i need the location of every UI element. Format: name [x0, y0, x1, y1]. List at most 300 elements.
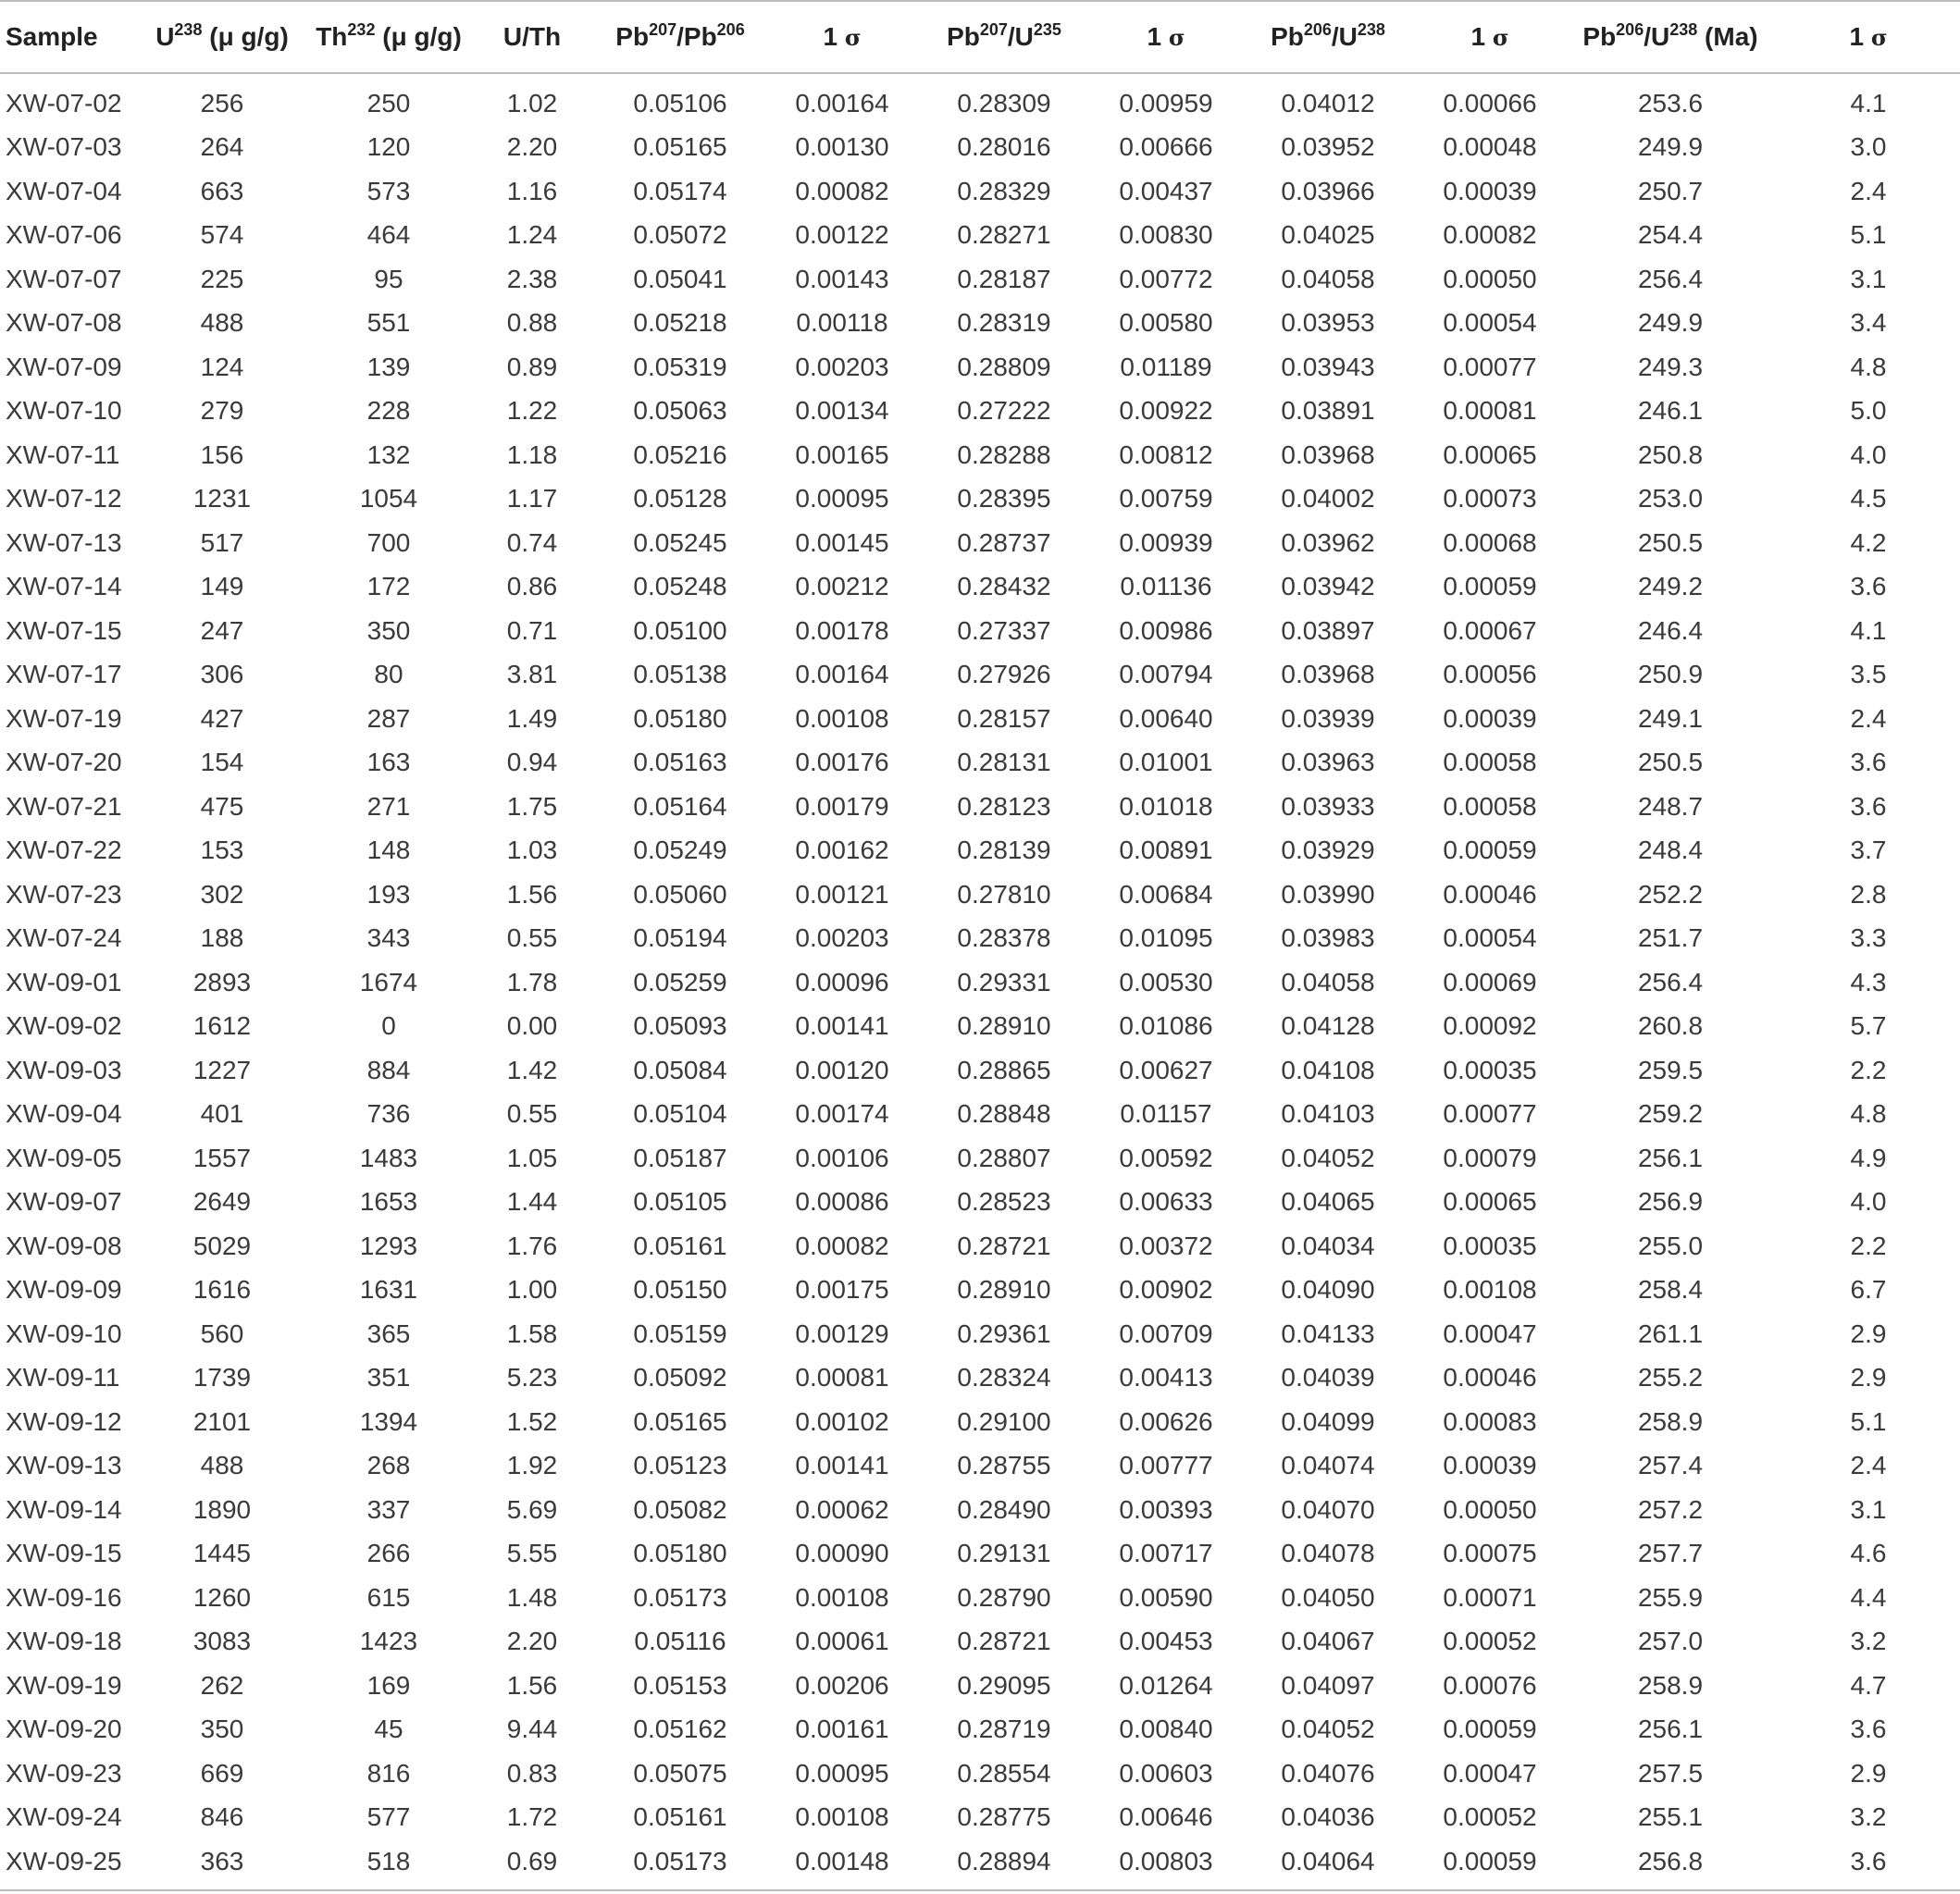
- cell-sigma-1: 0.00165: [795, 439, 889, 469]
- cell-pb206-u238: 0.04076: [1281, 1758, 1375, 1788]
- cell-sigma-3: 0.00068: [1443, 527, 1537, 557]
- header-sup: 207: [979, 20, 1008, 39]
- cell-u-th-ratio: 3.81: [506, 660, 558, 689]
- cell-sigma-1: 0.00121: [795, 879, 889, 909]
- cell-u-th-ratio: 1.56: [506, 1670, 558, 1700]
- cell-sample: XW-09-23: [6, 1758, 122, 1788]
- cell-u238: 1739: [192, 1363, 252, 1393]
- cell-sigma-1: 0.00095: [795, 484, 889, 514]
- cell-sigma-3: 0.00046: [1443, 879, 1537, 909]
- header-sup: 206: [1303, 20, 1332, 39]
- header-rest: /U: [1007, 22, 1034, 51]
- cell-pb207-pb206: 0.05106: [633, 88, 727, 118]
- cell-th232: 343: [366, 923, 411, 953]
- cell-sigma-3: 0.00083: [1443, 1406, 1537, 1436]
- cell-u238: 154: [200, 748, 244, 777]
- cell-sigma-1: 0.00203: [795, 923, 889, 953]
- cell-pb206-u238-age: 255.1: [1637, 1802, 1704, 1832]
- column-header-sigma-4: [1777, 1, 1960, 73]
- cell-pb207-pb206: 0.05174: [633, 176, 727, 205]
- cell-th232: 0: [381, 1011, 396, 1041]
- cell-pb206-u238: 0.03891: [1281, 396, 1375, 426]
- cell-sigma-4: 3.6: [1850, 791, 1887, 821]
- cell-u-th-ratio: 1.92: [506, 1451, 558, 1480]
- table-row: [0, 169, 1960, 214]
- cell-sigma-1: 0.00141: [795, 1451, 889, 1480]
- cell-sigma-1: 0.00174: [795, 1099, 889, 1129]
- cell-pb206-u238-age: 259.5: [1637, 1055, 1704, 1084]
- cell-pb206-u238: 0.03942: [1281, 572, 1375, 601]
- cell-u-th-ratio: 2.38: [506, 264, 558, 293]
- cell-pb206-u238-age: 257.7: [1637, 1539, 1704, 1568]
- cell-pb207-u235: 0.28807: [957, 1143, 1051, 1172]
- cell-sigma-3: 0.00071: [1443, 1582, 1537, 1612]
- cell-u-th-ratio: 1.24: [506, 220, 558, 250]
- cell-sigma-1: 0.00108: [795, 1802, 889, 1832]
- cell-sigma-3: 0.00065: [1443, 1187, 1537, 1217]
- header-sup2: 238: [1357, 20, 1385, 39]
- cell-pb207-pb206: 0.05153: [633, 1670, 727, 1700]
- table-row: [0, 1488, 1960, 1532]
- cell-pb206-u238-age: 249.9: [1637, 132, 1704, 162]
- cell-u-th-ratio: 5.23: [506, 1363, 558, 1393]
- cell-pb206-u238: 0.03983: [1281, 923, 1375, 953]
- column-header-u238: [139, 1, 305, 73]
- cell-sigma-1: 0.00108: [795, 1582, 889, 1612]
- cell-pb207-pb206: 0.05100: [633, 615, 727, 645]
- cell-pb206-u238: 0.03929: [1281, 836, 1375, 865]
- cell-sigma-4: 2.9: [1850, 1363, 1887, 1393]
- header-sigma: σ: [1870, 24, 1888, 51]
- cell-pb206-u238: 0.04025: [1281, 220, 1375, 250]
- cell-sigma-2: 0.00627: [1119, 1055, 1213, 1084]
- cell-th232: 268: [366, 1451, 411, 1480]
- cell-sigma-3: 0.00052: [1443, 1627, 1537, 1656]
- header-base: Pb: [947, 22, 980, 51]
- table-body: [0, 73, 1960, 1890]
- cell-sigma-1: 0.00178: [795, 615, 889, 645]
- cell-pb207-u235: 0.28324: [957, 1363, 1051, 1393]
- cell-u238: 188: [200, 923, 244, 953]
- cell-sigma-4: 3.6: [1850, 572, 1887, 601]
- cell-sample: XW-09-15: [6, 1539, 122, 1568]
- cell-pb207-u235: 0.28910: [957, 1275, 1051, 1305]
- header-sup: 232: [347, 20, 376, 39]
- header-base: Pb: [1271, 22, 1304, 51]
- cell-pb207-u235: 0.28894: [916, 1839, 1092, 1890]
- cell-pb207-u235: 0.27810: [957, 879, 1051, 909]
- cell-u238: 574: [200, 220, 244, 250]
- cell-pb206-u238: 0.04039: [1281, 1363, 1375, 1393]
- cell-pb207-pb206: 0.05165: [633, 132, 727, 162]
- column-header-sigma-3: [1416, 1, 1564, 73]
- cell-sigma-2: 0.00437: [1119, 176, 1213, 205]
- table-row: [0, 829, 1960, 873]
- cell-sample: XW-09-16: [6, 1582, 122, 1612]
- table-row: [0, 1312, 1960, 1356]
- cell-pb207-pb206: 0.05104: [633, 1099, 727, 1129]
- cell-sample: XW-09-18: [6, 1627, 122, 1656]
- cell-sigma-1: 0.00206: [795, 1670, 889, 1700]
- cell-sigma-2: 0.01001: [1119, 748, 1213, 777]
- table-row: [0, 1576, 1960, 1620]
- cell-u-th-ratio: 1.42: [506, 1055, 558, 1084]
- cell-pb206-u238-age: 258.9: [1637, 1406, 1704, 1436]
- cell-u-th-ratio: 5.69: [506, 1494, 558, 1524]
- cell-sigma-4: 4.9: [1850, 1143, 1887, 1172]
- cell-pb207-u235: 0.29331: [957, 967, 1051, 997]
- cell-u-th-ratio: 1.76: [506, 1231, 558, 1260]
- cell-u238: 306: [200, 660, 244, 689]
- cell-sigma-1: 0.00175: [795, 1275, 889, 1305]
- cell-th232: 266: [366, 1539, 411, 1568]
- cell-sigma-1: 0.00143: [795, 264, 889, 293]
- cell-sigma-4: 3.7: [1850, 836, 1887, 865]
- cell-sigma-2: 0.00684: [1119, 879, 1213, 909]
- cell-pb207-u235: 0.28490: [957, 1494, 1051, 1524]
- cell-sigma-1: 0.00161: [795, 1715, 889, 1744]
- cell-sample: XW-09-08: [6, 1231, 122, 1260]
- cell-sample: XW-09-12: [6, 1406, 122, 1436]
- cell-sigma-4: 4.0: [1850, 439, 1887, 469]
- cell-u238: 124: [200, 352, 244, 381]
- cell-sigma-1: 0.00212: [795, 572, 889, 601]
- table-row: [0, 1224, 1960, 1269]
- cell-pb207-pb206: 0.05163: [633, 748, 727, 777]
- cell-pb207-pb206: 0.05123: [633, 1451, 727, 1480]
- cell-th232: 1653: [359, 1187, 418, 1217]
- cell-sigma-3: 0.00066: [1443, 88, 1537, 118]
- cell-sample: XW-07-10: [6, 396, 122, 426]
- cell-pb207-u235: 0.28157: [957, 703, 1051, 733]
- cell-sigma-2: 0.01157: [1120, 1099, 1212, 1129]
- cell-pb206-u238-age: 256.4: [1637, 967, 1704, 997]
- cell-sigma-4: 2.4: [1850, 1451, 1887, 1480]
- cell-u238: 560: [200, 1318, 244, 1348]
- table-row: [0, 257, 1960, 302]
- header-base: 1: [1849, 22, 1871, 51]
- cell-th232: 350: [366, 615, 411, 645]
- cell-pb207-u235: 0.28432: [957, 572, 1051, 601]
- cell-pb206-u238: 0.04002: [1281, 484, 1375, 514]
- cell-sigma-3: 0.00069: [1443, 967, 1537, 997]
- cell-pb207-u235: 0.28187: [957, 264, 1051, 293]
- cell-sigma-2: 0.01095: [1119, 923, 1213, 953]
- header-base: U/Th: [502, 22, 562, 51]
- cell-th232: 172: [366, 572, 411, 601]
- cell-u-th-ratio: 1.17: [506, 484, 558, 514]
- cell-pb207-u235: 0.29095: [957, 1670, 1051, 1700]
- cell-sigma-2: 0.00939: [1119, 527, 1213, 557]
- cell-u-th-ratio: 1.58: [506, 1318, 558, 1348]
- cell-sample: XW-09-20: [6, 1715, 122, 1744]
- header-base: Th: [316, 22, 348, 51]
- table-row: [0, 1620, 1960, 1665]
- cell-pb207-pb206: 0.05165: [633, 1406, 727, 1436]
- cell-th232: 148: [366, 836, 411, 865]
- cell-pb206-u238: 0.03943: [1281, 352, 1375, 381]
- cell-sigma-2: 0.00902: [1119, 1275, 1213, 1305]
- cell-sigma-2: 0.00666: [1119, 132, 1213, 162]
- cell-sigma-1: 0.00096: [795, 967, 889, 997]
- cell-th232: 1483: [359, 1143, 418, 1172]
- table-row: [0, 521, 1960, 565]
- cell-pb207-u235: 0.28755: [957, 1451, 1051, 1480]
- cell-sample: XW-09-10: [6, 1318, 122, 1348]
- cell-sigma-1: 0.00086: [795, 1187, 889, 1217]
- cell-pb207-pb206: 0.05218: [633, 308, 727, 338]
- cell-pb207-pb206: 0.05041: [633, 264, 727, 293]
- cell-th232: 163: [366, 748, 411, 777]
- cell-u-th-ratio: 1.03: [506, 836, 558, 865]
- cell-sigma-4: 3.2: [1850, 1627, 1887, 1656]
- cell-sigma-1: 0.00122: [795, 220, 889, 250]
- cell-th232: 518: [305, 1839, 472, 1890]
- cell-pb207-u235: 0.28721: [957, 1627, 1051, 1656]
- cell-pb206-u238-age: 258.4: [1637, 1275, 1704, 1305]
- cell-sigma-2: 0.00986: [1119, 615, 1213, 645]
- cell-pb206-u238-age: 250.5: [1637, 748, 1704, 777]
- cell-pb206-u238-age: 249.9: [1637, 308, 1704, 338]
- cell-sigma-3: 0.00047: [1443, 1318, 1537, 1348]
- header-base: Pb: [1582, 22, 1617, 51]
- cell-sigma-2: 0.00633: [1119, 1187, 1213, 1217]
- cell-th232: 816: [366, 1758, 411, 1788]
- cell-sigma-3: 0.00039: [1443, 1451, 1537, 1480]
- cell-sigma-3: 0.00056: [1443, 660, 1537, 689]
- cell-u238: 1890: [192, 1494, 252, 1524]
- cell-pb207-u235: 0.28775: [957, 1802, 1051, 1832]
- cell-sample: XW-09-02: [6, 1011, 122, 1041]
- cell-sigma-3: 0.00039: [1443, 703, 1537, 733]
- cell-sample: XW-09-01: [6, 967, 122, 997]
- header-base: 1: [1470, 22, 1493, 51]
- cell-pb207-u235: 0.29131: [957, 1539, 1051, 1568]
- column-header-pb206-u238-age: [1564, 1, 1777, 73]
- cell-sigma-3: 0.00052: [1443, 1802, 1537, 1832]
- column-header-pb207-pb206: [592, 1, 768, 73]
- cell-sigma-1: 0.00095: [795, 1758, 889, 1788]
- cell-sigma-2: 0.00794: [1119, 660, 1213, 689]
- table-row: [0, 1136, 1960, 1181]
- cell-sigma-4: 5.1: [1850, 220, 1887, 250]
- cell-sample: XW-07-12: [6, 484, 122, 514]
- cell-sigma-1: 0.00145: [795, 527, 889, 557]
- cell-sigma-3: 0.00054: [1443, 923, 1537, 953]
- cell-sigma-1: 0.00129: [795, 1318, 889, 1348]
- cell-sigma-3: 0.00058: [1443, 748, 1537, 777]
- cell-pb207-pb206: 0.05161: [633, 1802, 727, 1832]
- cell-pb206-u238: 0.03933: [1281, 791, 1375, 821]
- cell-pb207-pb206: 0.05161: [633, 1231, 727, 1260]
- cell-u238: 663: [200, 176, 244, 205]
- cell-th232: 120: [366, 132, 411, 162]
- cell-pb206-u238-age: 257.0: [1637, 1627, 1704, 1656]
- cell-u-th-ratio: 9.44: [506, 1715, 558, 1744]
- cell-sample: XW-09-05: [6, 1143, 122, 1172]
- cell-sigma-4: 4.8: [1850, 1099, 1887, 1129]
- cell-pb206-u238: 0.03953: [1281, 308, 1375, 338]
- cell-th232: 884: [366, 1055, 411, 1084]
- column-header-pb206-u238: [1240, 1, 1416, 73]
- cell-sigma-2: 0.00759: [1119, 484, 1213, 514]
- cell-pb207-pb206: 0.05248: [633, 572, 727, 601]
- cell-pb207-u235: 0.28809: [957, 352, 1051, 381]
- table-header: [0, 1, 1960, 73]
- table-row: [0, 1048, 1960, 1093]
- cell-pb207-u235: 0.28910: [957, 1011, 1051, 1041]
- table-row: [0, 345, 1960, 390]
- cell-u-th-ratio: 1.72: [506, 1802, 558, 1832]
- cell-pb206-u238: 0.03963: [1281, 748, 1375, 777]
- cell-u238: 1557: [192, 1143, 252, 1172]
- cell-u-th-ratio: 1.56: [506, 879, 558, 909]
- cell-u238: 153: [200, 836, 244, 865]
- cell-pb207-u235: 0.28790: [957, 1582, 1051, 1612]
- cell-sample: XW-07-09: [6, 352, 122, 381]
- cell-u238: 350: [200, 1715, 244, 1744]
- cell-sigma-2: 0.00772: [1119, 264, 1213, 293]
- cell-sigma-4: 2.4: [1850, 176, 1887, 205]
- cell-th232: 1631: [359, 1275, 418, 1305]
- cell-u238: 1616: [192, 1275, 252, 1305]
- cell-u238: 302: [200, 879, 244, 909]
- cell-sigma-4: 4.5: [1850, 484, 1887, 514]
- cell-pb207-u235: 0.28016: [957, 132, 1051, 162]
- cell-pb206-u238: 0.04099: [1281, 1406, 1375, 1436]
- cell-u-th-ratio: 0.69: [472, 1839, 592, 1890]
- cell-pb206-u238-age: 256.9: [1637, 1187, 1704, 1217]
- cell-sample: XW-07-21: [6, 791, 122, 821]
- cell-sigma-3: 0.00054: [1443, 308, 1537, 338]
- header-sup2: 206: [716, 20, 745, 39]
- cell-pb207-u235: 0.28139: [957, 836, 1051, 865]
- cell-pb206-u238-age: 255.9: [1637, 1582, 1704, 1612]
- cell-u238: 363: [139, 1839, 305, 1890]
- cell-pb207-pb206: 0.05245: [633, 527, 727, 557]
- cell-sample: XW-07-08: [6, 308, 122, 338]
- cell-pb206-u238-age: 246.1: [1637, 396, 1704, 426]
- cell-pb206-u238-age: 250.8: [1637, 439, 1704, 469]
- cell-th232: 271: [366, 791, 411, 821]
- cell-pb207-pb206: 0.05084: [633, 1055, 727, 1084]
- cell-u-th-ratio: 0.00: [506, 1011, 558, 1041]
- cell-sigma-3: 0.00065: [1443, 439, 1537, 469]
- cell-sigma-3: 0.00050: [1443, 1494, 1537, 1524]
- table-row: [0, 126, 1960, 170]
- cell-th232: 139: [366, 352, 411, 381]
- cell-sample: XW-09-13: [6, 1451, 122, 1480]
- table-row: [0, 1532, 1960, 1577]
- cell-sigma-1: 0.00062: [795, 1494, 889, 1524]
- cell-th232: 1394: [359, 1406, 418, 1436]
- cell-sigma-4: 3.2: [1850, 1802, 1887, 1832]
- cell-sample: XW-07-14: [6, 572, 122, 601]
- cell-pb207-u235: 0.27926: [957, 660, 1051, 689]
- table-row: [0, 477, 1960, 522]
- cell-sigma-4: 3.1: [1850, 1494, 1887, 1524]
- cell-th232: 573: [366, 176, 411, 205]
- cell-th232: 351: [366, 1363, 411, 1393]
- cell-u238: 488: [200, 1451, 244, 1480]
- cell-sample: XW-07-24: [6, 923, 122, 953]
- cell-sample: XW-07-20: [6, 748, 122, 777]
- cell-sigma-1: 0.00120: [795, 1055, 889, 1084]
- cell-sigma-4: 5.0: [1850, 396, 1887, 426]
- cell-sigma-4: 3.6: [1850, 748, 1887, 777]
- cell-sigma-4: 2.9: [1850, 1318, 1887, 1348]
- cell-sigma-3: 0.00047: [1443, 1758, 1537, 1788]
- cell-pb206-u238: 0.04074: [1281, 1451, 1375, 1480]
- cell-pb207-pb206: 0.05159: [633, 1318, 727, 1348]
- cell-th232: 577: [366, 1802, 411, 1832]
- cell-sigma-3: 0.00081: [1443, 396, 1537, 426]
- cell-sigma-1: 0.00090: [795, 1539, 889, 1568]
- cell-sigma-3: 0.00077: [1443, 1099, 1537, 1129]
- cell-sigma-2: 0.00830: [1119, 220, 1213, 250]
- cell-pb206-u238-age: 246.4: [1637, 615, 1704, 645]
- cell-sigma-2: 0.01189: [1120, 352, 1212, 381]
- cell-u-th-ratio: 1.02: [506, 88, 558, 118]
- cell-pb207-u235: 0.28309: [957, 88, 1051, 118]
- header-rest: /Pb: [676, 22, 717, 51]
- cell-u238: 2649: [192, 1187, 252, 1217]
- cell-u238: 264: [200, 132, 244, 162]
- header-sup2: 235: [1033, 20, 1061, 39]
- cell-pb206-u238: 0.04012: [1281, 88, 1375, 118]
- cell-sigma-4: 4.0: [1850, 1187, 1887, 1217]
- cell-sigma-2: 0.00626: [1119, 1406, 1213, 1436]
- cell-th232: 1293: [359, 1231, 418, 1260]
- cell-th232: 169: [366, 1670, 411, 1700]
- table-row: [0, 302, 1960, 346]
- cell-pb207-pb206: 0.05173: [592, 1839, 768, 1890]
- cell-sigma-3: 0.00059: [1416, 1839, 1564, 1890]
- cell-sigma-4: 4.8: [1850, 352, 1887, 381]
- cell-pb207-pb206: 0.05319: [633, 352, 727, 381]
- table-row: [0, 565, 1960, 610]
- cell-sample: XW-07-11: [6, 439, 120, 469]
- table-row: [0, 1839, 1960, 1890]
- cell-pb206-u238: 0.04128: [1281, 1011, 1375, 1041]
- cell-pb206-u238-age: 254.4: [1637, 220, 1704, 250]
- cell-pb206-u238-age: 258.9: [1637, 1670, 1704, 1700]
- cell-sigma-4: 2.2: [1850, 1231, 1887, 1260]
- cell-u-th-ratio: 1.00: [506, 1275, 558, 1305]
- header-rest: /U: [1644, 22, 1670, 51]
- cell-pb206-u238: 0.04064: [1240, 1839, 1416, 1890]
- cell-u-th-ratio: 5.55: [506, 1539, 558, 1568]
- cell-sigma-3: 0.00073: [1443, 484, 1537, 514]
- cell-sigma-1: 0.00082: [795, 176, 889, 205]
- cell-pb206-u238: 0.04036: [1281, 1802, 1375, 1832]
- table-row: [0, 960, 1960, 1005]
- cell-sample: XW-07-07: [6, 264, 122, 293]
- cell-pb207-u235: 0.28131: [957, 748, 1051, 777]
- cell-th232: 551: [366, 308, 411, 338]
- cell-sigma-1: 0.00148: [768, 1839, 916, 1890]
- cell-u238: 2893: [192, 967, 252, 997]
- cell-pb206-u238-age: 248.4: [1637, 836, 1704, 865]
- cell-sample: XW-09-19: [6, 1670, 122, 1700]
- cell-th232: 250: [366, 88, 411, 118]
- cell-sigma-4: 4.6: [1850, 1539, 1887, 1568]
- cell-pb207-pb206: 0.05162: [633, 1715, 727, 1744]
- cell-pb207-pb206: 0.05128: [633, 484, 727, 514]
- cell-pb206-u238-age: 249.2: [1637, 572, 1704, 601]
- cell-sample: XW-09-11: [6, 1363, 120, 1393]
- cell-u-th-ratio: 1.05: [506, 1143, 558, 1172]
